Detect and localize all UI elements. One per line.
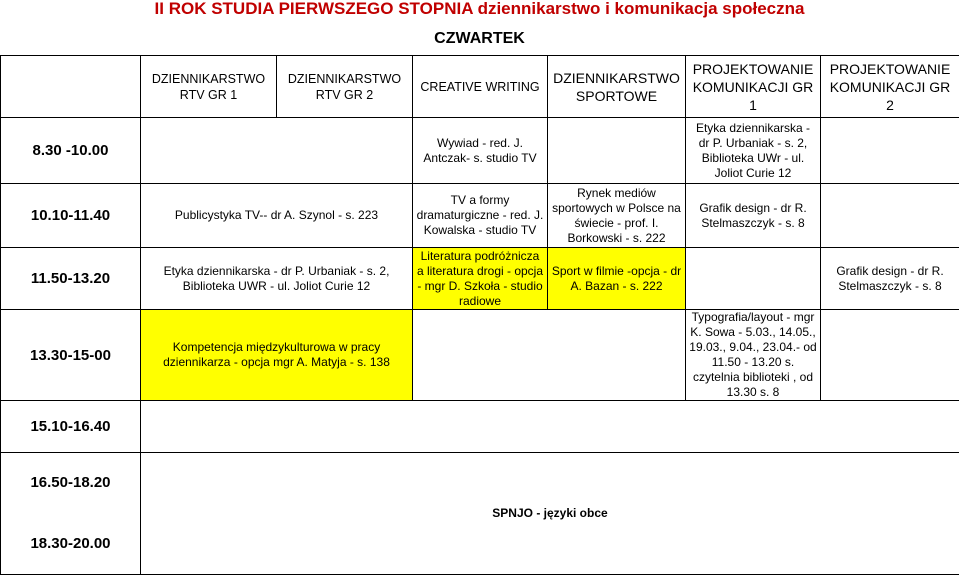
day-heading: CZWARTEK	[434, 30, 525, 47]
class-cell-optional: Kompetencja międzykulturowa w pracy dziennikarza - opcja mgr A. Matyja - s. 138	[141, 310, 413, 401]
corner-cell	[1, 56, 141, 118]
empty-cell	[821, 401, 959, 453]
class-cell: Rynek mediów sportowych w Polsce na świecie - prof. I. Borkowski - s. 222	[548, 184, 686, 248]
empty-cell	[821, 184, 959, 248]
time-slot: 15.10-16.40	[1, 401, 141, 453]
empty-cell	[413, 310, 548, 401]
empty-cell	[141, 401, 686, 453]
table-row	[1, 184, 959, 248]
class-cell: Publicystyka TV-- dr A. Szynol - s. 223	[141, 184, 413, 248]
time-slot: 18.30-20.00	[1, 513, 141, 575]
class-cell: Typografia/layout - mgr K. Sowa - 5.03., 14.05., 19.03., 9.04., 23.04.- od 11.50 - 13.20 s. czytelnia biblioteki , od 13.30 s. 8	[686, 310, 821, 401]
header-row	[1, 56, 959, 118]
table-row	[1, 401, 959, 453]
class-cell: TV a formy dramaturgiczne - red. J. Kowalska - studio TV	[413, 184, 548, 248]
schedule-table	[0, 55, 959, 575]
header-rtv-gr2: DZIENNIKARSTWO RTV GR 2	[277, 56, 413, 118]
empty-cell	[277, 118, 413, 184]
table-row	[1, 310, 959, 401]
empty-cell	[686, 401, 821, 453]
class-cell: Etyka dziennikarska - dr P. Urbaniak - s. 2, Biblioteka UWR - ul. Joliot Curie 12	[141, 248, 413, 310]
class-cell: Wywiad - red. J. Antczak- s. studio TV	[413, 118, 548, 184]
class-cell: Grafik design - dr R. Stelmaszczyk - s. 8	[686, 184, 821, 248]
page-title: II ROK STUDIA PIERWSZEGO STOPNIA dziennikarstwo i komunikacja społeczna	[154, 0, 805, 18]
time-slot: 16.50-18.20	[1, 453, 141, 513]
class-cell-optional: Sport w filmie -opcja - dr A. Bazan - s. 222	[548, 248, 686, 310]
table-row	[1, 118, 959, 184]
class-cell-spnjo: SPNJO - języki obce	[141, 453, 959, 575]
header-pk-gr1: PROJEKTOWANIE KOMUNIKACJI GR 1	[686, 56, 821, 118]
header-rtv-gr1: DZIENNIKARSTWO RTV GR 1	[141, 56, 277, 118]
empty-cell	[141, 118, 277, 184]
empty-cell	[548, 310, 686, 401]
empty-cell	[548, 118, 686, 184]
empty-cell	[821, 118, 959, 184]
empty-cell	[686, 248, 821, 310]
header-creative-writing: CREATIVE WRITING	[413, 56, 548, 118]
time-slot: 8.30 -10.00	[1, 118, 141, 184]
class-cell-optional: Literatura podróżnicza a literatura drogi - opcja - mgr D. Szkoła - studio radiowe	[413, 248, 548, 310]
table-row	[1, 248, 959, 310]
time-slot: 13.30-15-00	[1, 310, 141, 401]
empty-cell	[821, 310, 959, 401]
class-cell: Etyka dziennikarska - dr P. Urbaniak - s. 2, Biblioteka UWr - ul. Joliot Curie 12	[686, 118, 821, 184]
header-pk-gr2: PROJEKTOWANIE KOMUNIKACJI GR 2	[821, 56, 959, 118]
table-row	[1, 453, 959, 513]
time-slot: 10.10-11.40	[1, 184, 141, 248]
header-sportowe: DZIENNIKARSTWO SPORTOWE	[548, 56, 686, 118]
time-slot: 11.50-13.20	[1, 248, 141, 310]
class-cell: Grafik design - dr R. Stelmaszczyk - s. 8	[821, 248, 959, 310]
